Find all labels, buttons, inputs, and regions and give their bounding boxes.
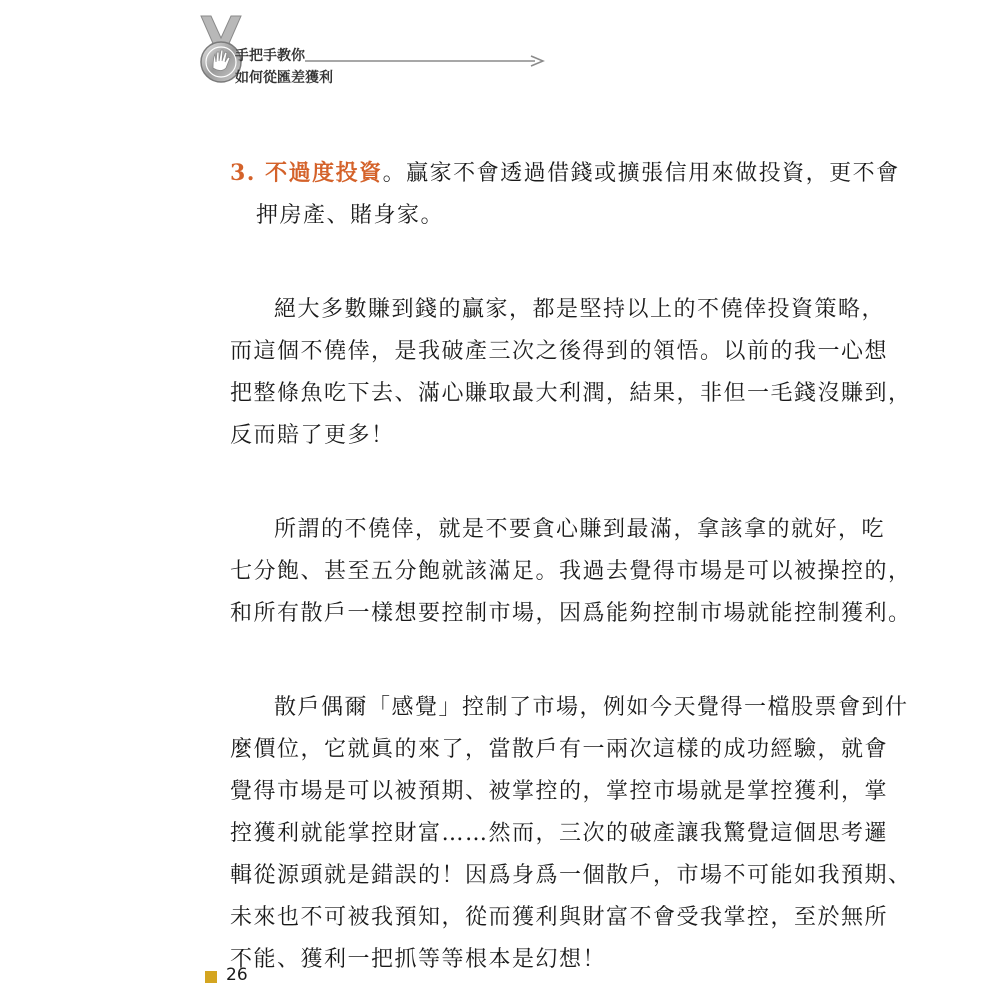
list-item-3-line1 bbox=[230, 152, 900, 195]
running-header bbox=[195, 14, 365, 86]
paragraph bbox=[230, 509, 912, 635]
list-item-3 bbox=[230, 152, 900, 237]
paragraph-line: 而這個不僥倖，是我破產三次之後得到的領悟。以前的我一心想 bbox=[230, 339, 889, 364]
paragraph-line: 和所有散戶一樣想要控制市場，因爲能夠控制市場就能控制獲利。 bbox=[230, 601, 912, 626]
body-text bbox=[230, 152, 912, 981]
item-text: 。贏家不會透過借錢或擴張信用來做投資，更不會 bbox=[382, 161, 900, 186]
paragraph-line: 控獲利就能掌控財富……然而，三次的破產讓我驚覺這個思考邏 bbox=[230, 821, 889, 846]
paragraph-line: 所謂的不僥倖，就是不要貪心賺到最滿，拿該拿的就好，吃 bbox=[274, 517, 886, 542]
paragraph-line: 覺得市場是可以被預期、被掌控的，掌控市場就是掌控獲利，掌 bbox=[230, 779, 889, 804]
series-title-line2: 如何從匯差獲利 bbox=[235, 70, 333, 86]
paragraph-line: 散戶偶爾「感覺」控制了市場，例如今天覺得一檔股票會到什 bbox=[274, 695, 909, 720]
paragraph-line: 麼價位，它就眞的來了，當散戶有一兩次這樣的成功經驗，就會 bbox=[230, 737, 889, 762]
paragraph-line: 把整條魚吃下去、滿心賺取最大利潤，結果，非但一毛錢沒賺到， bbox=[230, 381, 912, 406]
paragraph-line: 不能、獲利一把抓等等根本是幻想！ bbox=[230, 947, 607, 972]
paragraph-line: 輯從源頭就是錯誤的！因爲身爲一個散戶，市場不可能如我預期、 bbox=[230, 863, 912, 888]
footer-marker bbox=[205, 971, 217, 983]
paragraph-line: 七分飽、甚至五分飽就該滿足。我過去覺得市場是可以被操控的， bbox=[230, 559, 912, 584]
item-heading: 3. 不過度投資 bbox=[230, 160, 383, 186]
series-title-line1: 手把手教你 bbox=[235, 48, 305, 64]
paragraph bbox=[230, 687, 912, 981]
arrow-right-icon bbox=[305, 54, 545, 68]
paragraph bbox=[230, 289, 912, 457]
page-number: 26 bbox=[226, 965, 248, 985]
paragraph-line: 未來也不可被我預知，從而獲利與財富不會受我掌控，至於無所 bbox=[230, 905, 889, 930]
list-item-3-line2: 押房產、賭身家。 bbox=[256, 203, 445, 228]
paragraph-line: 絕大多數賺到錢的贏家，都是堅持以上的不僥倖投資策略， bbox=[274, 297, 886, 322]
paragraph-line: 反而賠了更多！ bbox=[230, 423, 395, 448]
